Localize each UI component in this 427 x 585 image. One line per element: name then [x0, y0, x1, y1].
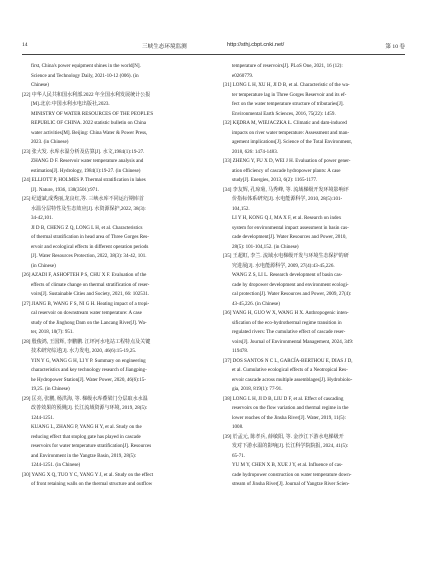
reference-line: study of the Jinghong Dam on the Lancang River[J]. Wa- [31, 319, 147, 326]
reference-line: 104,152. [232, 205, 250, 212]
reference-line: stream of Jinsha River[J]. Journal of Yangtze River Scien- [232, 481, 350, 487]
reference-line: 28(5): 101-104,152. (in Chinese) [232, 243, 299, 250]
reference-line: cade hy dropower development and environment ecologi- [232, 281, 349, 288]
reference-line: 技术研究综述[J]. 水力发电, 2020, 46(6):15-19,25. [31, 348, 137, 354]
reference-line: reducing effect that stoplog gate has played in cascade [31, 433, 141, 440]
reference-line: Science and Technology Daily, 2021-10-12 (006). (in [31, 72, 139, 79]
reference-line: [35] 王超虹, 李兰. 流域水电梯级开发与环境生态保护的研 [223, 253, 349, 259]
reference-line: [22] 中华人民共和国水利部.2022 年全国水利发展统计公报 [22, 91, 151, 98]
reference-line: estimation[J]. Hydrology, 1984(1):19-27. (in Chinese) [31, 167, 141, 174]
reference-line: [34] 李友辉, 孔琼菊, 马秀峰, 等. 流域梯级开发环境影响评 [223, 186, 349, 193]
reference-line: Environmental Earth Sciences, 2016, 75(22): 1459. [232, 110, 336, 117]
reference-line: [33] ZHENG Y, FU X D, WEI J H. Evaluation of power gener- [223, 158, 351, 164]
reference-line: LI Y H, KONG Q J, MA X F, et al. Research on index [232, 215, 342, 221]
references-right-column [223, 62, 409, 490]
reference-line: [M].北京:中国水利水电出版社,2023. [31, 101, 110, 107]
reference-line: fect on the water temperature structure of tributaries[J]. [232, 101, 344, 107]
reference-line: REPUBLIC OF CHINA. 2022 statistic bulletin on China [31, 120, 146, 126]
reference-line: voirs[J]. Sustainable Cities and Society, 2021, 66: 102531. [31, 291, 150, 297]
reference-line: first, China's power equipment shines in the world[N]. [31, 63, 141, 69]
reference-line: of thermal stratification in head area of Three Gorges Res- [31, 234, 149, 240]
reference-line: 34-42,101. [31, 215, 53, 221]
reference-line: cal reservoir on downstream water temperature: A case [31, 310, 142, 316]
journal-url[interactable]: http://sthj.cbpt.cnki.net/ [227, 42, 285, 48]
reference-line: reservoirs on the flow variation and thermal regime in the [232, 405, 349, 411]
reference-line: 究进展[J]. 水电能源科学, 2009, 27(4):43-45,226. [232, 262, 335, 269]
header-rule [22, 54, 405, 55]
reference-line: YU M Y, CHEN X B, XUE J Y, et al. Influence of cas- [232, 462, 343, 468]
reference-line: of front retaining walls on the thermal structure and outflow [31, 481, 153, 487]
reference-line: ter temperature lag in Three Gorges Reservoir and its ef- [232, 91, 347, 98]
reference-line: [23] 张大发. 水库水温分析及估算[J]. 水文,1984(1):19-27. [22, 148, 145, 155]
reference-line: effects of climate change on thermal stratification of reser- [31, 281, 150, 288]
reference-line: 43-45,226. (in Chinese) [232, 300, 280, 307]
reference-line: gia, 2018, 819(1): 77-91. [232, 386, 283, 392]
reference-line: 价指标体系研究[J]. 水电能源科学, 2010, 28(5):101- [232, 196, 343, 202]
reference-line: and Environment in the Yangtze Basin, 2019, 28(5): [31, 452, 137, 459]
reference-line: [39] 於孟元, 陈孝兵, 薛敏阳, 等. 金沙江下游水电梯级开 [223, 433, 344, 440]
reference-line: ervoir and ecological effects in different operation periods [31, 243, 149, 250]
page-header [22, 42, 405, 54]
reference-line: ZHANG D F. Reservoir water temperature analysis and [31, 158, 144, 164]
reference-line: YIN Y G, WANG G H, LI Y P. Summary on engineering [31, 357, 146, 364]
reference-line: 2023. (in Chinese) [31, 139, 69, 145]
reference-line: [38] LONG L H, JI D B, LIU D F, et al. Effect of cascading [223, 395, 344, 402]
reference-line: JI D B, CHENG Z Q, LONG L H, et al. Characteristics [31, 224, 143, 231]
reference-line: 发对下游水温的影响[J]. 长江科学院院报, 2024, 41(5): [232, 443, 349, 449]
reference-line: [36] YANG H, GUO W X, WANG H X. Anthropogenic inten- [223, 310, 349, 316]
reference-line: [30] YANG X Q, TUO Y C, YANG Y J, et al. Study on the effect [22, 471, 154, 478]
reference-line: 19,25. (in Chinese) [31, 386, 70, 392]
reference-line: 2018, 626: 1474-1483. [232, 148, 278, 155]
page-number: 14 [22, 42, 28, 48]
reference-line: [27] JIANG B, WANG F S, NI G H. Heating impact of a tropi- [22, 300, 150, 307]
reference-line: [26] AZADI F, ASHOFTEH P S, CHU X F. Evaluation of the [22, 272, 147, 278]
reference-line: 1244-1251. [31, 414, 55, 421]
reference-line: [37] DOS SANTOS N C L, GARCÍA-BERTHOU E, DIAS J D, [223, 357, 353, 364]
reference-line: 119478. [232, 348, 249, 354]
reference-line: system for environmental impact assessment in basin cas- [232, 224, 349, 231]
reference-line: 水温分层特性及生态效应[J]. 水资源保护,2022, 38(3): [31, 205, 146, 212]
reference-line: [29] 匡亮, 张鹏, 杨洪海, 等. 梯级水库叠梁门分层取水水温 [22, 395, 148, 402]
reference-line: 65-71. [232, 452, 246, 459]
reference-line: e0260779. [232, 72, 254, 79]
reference-line: cade hydropower construction on water temperature down- [232, 471, 352, 478]
reference-line: MINISTRY OF WATER RESOURCES OF THE PEOPLE'S [31, 110, 154, 117]
reference-line: characteristics and key technology research of Jiangping- [31, 367, 147, 373]
reference-line: 1244-1251. (in Chinese) [31, 462, 81, 468]
reference-line: impacts on river water temperature: Assessment and man- [232, 129, 350, 136]
reference-line: agement implications[J]. Science of the Total Environment, [232, 139, 353, 145]
reference-line: [31] LONG L H, XU H, JI D B, et al. Characteristic of the wa- [223, 82, 350, 88]
reference-line: cal protection[J]. Water Resources and Power, 2009, 27(4): [232, 291, 352, 297]
reference-line: regulated rivers: The cumulative effect of cascade reser- [232, 329, 346, 335]
reference-line: [32] KĘDRA M, WIEJACZKA Ł. Climatic and dam-induced [223, 120, 347, 126]
reference-line: he Hydropower Station[J]. Water Power, 2020, 46(6):15- [31, 376, 146, 383]
reference-line: ation efficiency of cascade hydropower plants: A case [232, 167, 341, 174]
reference-line: WANG Z S, LI L. Research development of basin cas- [232, 272, 343, 278]
reference-line: ervoir cascade across multiple assemblages[J]. Hydrobiolo- [232, 376, 353, 383]
reference-line: [28] 殷俊鸿, 王国辉, 李鹏鹏. 江坪河水电站工程特点及关键 [22, 338, 151, 345]
reference-line: KUANG L, ZHANG P, YANG H Y, et al. Study on the [31, 424, 142, 430]
reference-line: voirs[J]. Journal of Environmental Management, 2024, 349: [232, 338, 354, 345]
reference-line: et al. Cumulative ecological effects of a Neotropical Res- [232, 367, 348, 373]
reference-line: reservoirs for water temperature stratification[J]. Resources [31, 443, 152, 449]
reference-line: 改善效果的预测[J]. 长江流域资源与环境, 2019, 28(5): [31, 405, 148, 411]
reference-line: 1008. [232, 424, 244, 430]
reference-line: temperature of reservoirs[J]. PLoS One, 2021, 16 (12): [232, 63, 343, 69]
reference-line: water activities[M]. Beijing: China Water & Power Press, [31, 129, 148, 136]
reference-line: [J]. Water Resources Protection, 2022, 38(3): 34-42, 101. [31, 253, 147, 259]
reference-line: Chinese) [31, 82, 49, 88]
journal-name: 三峡生态环境监测 [142, 44, 187, 50]
reference-line: [J]. Nature, 1936, 138(3501):971. [31, 186, 99, 193]
references-left-column [22, 62, 208, 490]
reference-line: study[J]. Energies, 2013, 6(2): 1165-1177. [232, 177, 318, 183]
reference-line: (in Chinese) [31, 262, 56, 269]
volume-issue: 第 10 卷 [385, 44, 405, 50]
reference-line: lower reaches of the Jinsha River[J]. Water, 2019, 11(5): [232, 414, 346, 421]
reference-line: sification of the eco-hydrothermal regime transition in [232, 319, 342, 326]
reference-line: cade development[J]. Water Resources and Power, 2010, [232, 234, 347, 240]
reference-line: ter, 2018, 10(7): 951. [31, 329, 74, 335]
reference-line: [24] ELLIOTT P, HOLMES P. Thermal stratification in lakes [22, 177, 146, 183]
reference-line: [25] 纪道斌,成秀丽,龙良红,等. 三峡水库不同运行期库首 [22, 196, 144, 202]
